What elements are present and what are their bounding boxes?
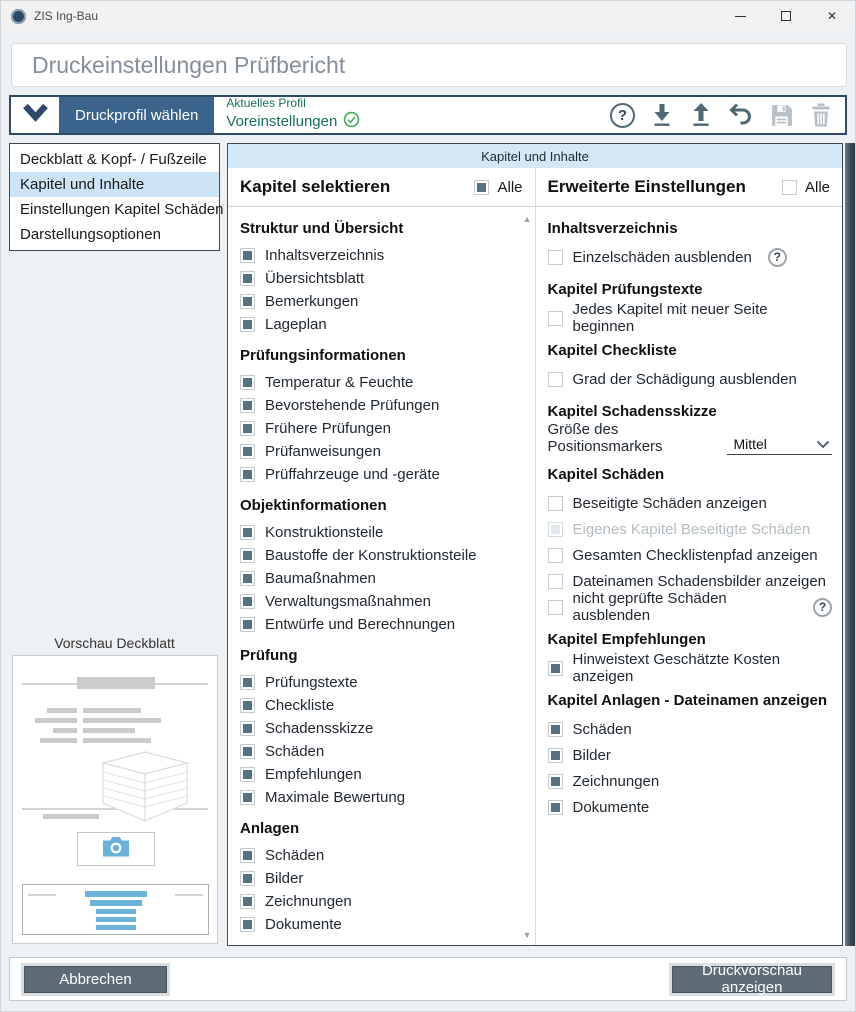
checkbox-label: Lageplan	[265, 316, 327, 333]
checkbox[interactable]	[240, 317, 255, 332]
page-title: Druckeinstellungen Prüfbericht	[32, 51, 346, 78]
camera-icon	[101, 835, 131, 863]
checkbox-row[interactable]	[548, 716, 833, 742]
minimize-button[interactable]	[717, 1, 763, 31]
text-block-placeholder	[22, 884, 209, 935]
checkbox-label: Zeichnungen	[265, 893, 352, 910]
upload-profile-icon[interactable]	[689, 102, 713, 128]
checkbox-row[interactable]	[240, 290, 525, 313]
checkbox-row[interactable]	[240, 267, 525, 290]
checkbox-row[interactable]	[548, 301, 833, 335]
checkbox-row[interactable]	[240, 671, 525, 694]
checkbox-row[interactable]	[240, 763, 525, 786]
checkbox[interactable]	[240, 571, 255, 586]
delete-icon	[809, 102, 833, 128]
close-button[interactable]: ✕	[826, 9, 838, 23]
dropdown-label: Größe des Positionsmarkers	[547, 421, 663, 455]
checkbox-row[interactable]	[548, 542, 833, 568]
checkbox-label: Schäden	[265, 743, 325, 760]
checkbox-row[interactable]	[548, 794, 833, 820]
checkbox[interactable]	[240, 790, 255, 805]
select-all-advanced[interactable]	[782, 179, 830, 196]
checkbox-label: Maximale Bewertung	[265, 789, 406, 806]
current-profile-label: Aktuelles Profil	[226, 96, 306, 111]
group-title: Objektinformationen	[240, 497, 387, 514]
checkbox-label: Alle	[804, 178, 830, 196]
section-title: Kapitel Schäden	[547, 466, 665, 483]
section-title: Kapitel Schadensskizze	[547, 403, 717, 420]
choose-print-profile-button[interactable]: Druckprofil wählen	[59, 97, 214, 133]
sidebar-item[interactable]: Kapitel und Inhalte	[10, 172, 219, 197]
checkbox-row[interactable]	[240, 440, 525, 463]
column-title: Kapitel selektieren	[240, 177, 391, 196]
checkbox[interactable]	[240, 398, 255, 413]
checkbox-row[interactable]	[240, 867, 525, 890]
current-profile	[226, 96, 360, 134]
chevron-down-icon	[816, 436, 830, 452]
save-icon	[769, 103, 794, 128]
checkbox[interactable]	[548, 311, 563, 326]
checkbox[interactable]	[548, 748, 563, 763]
advanced-settings-column	[535, 168, 843, 945]
checkbox-label: Entwürfe und Berechnungen	[265, 616, 456, 633]
checkbox-row[interactable]	[240, 694, 525, 717]
checkbox-label: Dokumente	[265, 916, 342, 933]
checkbox[interactable]	[240, 894, 255, 909]
titlebar	[1, 1, 855, 31]
checkbox-label: Bemerkungen	[265, 293, 359, 310]
checkbox-label: Alle	[497, 178, 523, 196]
checkbox-label: Checkliste	[265, 697, 335, 714]
footer-bar	[9, 957, 847, 1001]
undo-icon[interactable]	[728, 102, 754, 128]
checkbox[interactable]	[240, 767, 255, 782]
checkbox[interactable]	[240, 467, 255, 482]
checkbox-row[interactable]	[548, 366, 833, 392]
checkbox	[548, 522, 563, 537]
checkbox[interactable]	[240, 248, 255, 263]
select-all-chapters[interactable]	[474, 179, 522, 196]
checkbox-label: Dateinamen Schadensbilder anzeigen	[572, 572, 827, 590]
group-title: Struktur und Übersicht	[240, 220, 404, 237]
checkbox-row[interactable]	[240, 567, 525, 590]
scroll-up-icon[interactable]: ▲	[522, 214, 532, 224]
checkbox[interactable]	[548, 600, 563, 615]
chevron-down-icon	[22, 102, 49, 128]
checkbox-row[interactable]	[548, 768, 833, 794]
checkbox[interactable]	[782, 180, 797, 195]
download-profile-icon[interactable]	[650, 102, 674, 128]
checkbox-row[interactable]	[548, 590, 833, 624]
group-title: Prüfung	[240, 647, 298, 664]
checkbox[interactable]	[548, 774, 563, 789]
position-marker-size-dropdown[interactable]	[727, 436, 832, 455]
checkbox[interactable]	[548, 574, 563, 589]
checkbox[interactable]	[240, 617, 255, 632]
profile-expand-button[interactable]	[11, 97, 59, 133]
checkbox[interactable]	[548, 372, 563, 387]
sidebar-item[interactable]: Darstellungsoptionen	[20, 226, 161, 243]
checkbox[interactable]	[240, 675, 255, 690]
checkbox-label: Einzelschäden ausblenden	[572, 248, 752, 266]
checkbox-row[interactable]	[240, 394, 525, 417]
checkbox-label: Gesamten Checklistenpfad anzeigen	[572, 546, 818, 564]
settings-nav	[9, 143, 224, 251]
group-title: Anlagen	[240, 820, 300, 837]
checkbox-label: Schäden	[572, 720, 632, 738]
section-title: Kapitel Prüfungstexte	[547, 281, 703, 298]
checkbox-row[interactable]	[548, 651, 833, 685]
checkbox-label: Schadensskizze	[265, 720, 374, 737]
checkbox-row[interactable]	[240, 463, 525, 486]
checkbox[interactable]	[548, 250, 563, 265]
checkbox-label: Empfehlungen	[265, 766, 362, 783]
checkbox-row[interactable]	[240, 417, 525, 440]
checkbox[interactable]	[240, 444, 255, 459]
checkbox-row[interactable]	[240, 313, 525, 336]
section-title: Kapitel Empfehlungen	[547, 631, 706, 648]
checkbox-row[interactable]	[240, 244, 525, 267]
checkbox[interactable]	[240, 744, 255, 759]
checkbox[interactable]	[240, 871, 255, 886]
checkbox-row[interactable]	[240, 717, 525, 740]
checkbox-label: Übersichtsblatt	[265, 270, 365, 287]
checkbox-row[interactable]	[548, 244, 833, 270]
checkbox[interactable]	[548, 722, 563, 737]
camera-placeholder	[77, 832, 155, 866]
help-icon[interactable]: ?	[813, 598, 832, 617]
checkbox-label: Hinweistext Geschätzte Kosten anzeigen	[572, 651, 781, 685]
checkbox-label: Prüffahrzeuge und -geräte	[265, 466, 440, 483]
checkbox-label: Dokumente	[572, 798, 650, 816]
checkbox-label: nicht geprüfte Schäden ausblenden	[572, 590, 727, 624]
dialog-scrollbar[interactable]	[845, 143, 855, 946]
help-icon[interactable]: ?	[768, 248, 787, 267]
checkbox-label: Bevorstehende Prüfungen	[265, 397, 440, 414]
checkbox-row[interactable]	[548, 516, 833, 542]
checkbox-label: Prüfungstexte	[265, 674, 358, 691]
sidebar-item[interactable]: Einstellungen Kapitel Schäden	[20, 201, 224, 218]
profile-toolbar	[9, 95, 847, 135]
checkbox[interactable]	[548, 800, 563, 815]
checkbox-row[interactable]	[240, 740, 525, 763]
checkbox-label: Bilder	[572, 746, 611, 764]
dropdown-value: Mittel	[733, 436, 767, 452]
preview-label: Vorschau Deckblatt	[54, 635, 175, 651]
checkbox-label: Frühere Prüfungen	[265, 420, 391, 437]
checkbox-row[interactable]	[240, 844, 525, 867]
cover-preview	[12, 655, 218, 944]
checkbox-label: Baustoffe der Konstruktionsteile	[265, 547, 477, 564]
checkbox-label: Beseitigte Schäden anzeigen	[572, 494, 767, 512]
panel-title: Kapitel und Inhalte	[228, 144, 842, 168]
cancel-button[interactable]: Abbrechen	[24, 966, 167, 993]
checkbox-label: Temperatur & Feuchte	[265, 374, 414, 391]
current-profile-value: Voreinstellungen	[226, 113, 338, 131]
checkbox[interactable]	[240, 698, 255, 713]
checkbox[interactable]	[240, 721, 255, 736]
checkbox-row[interactable]	[240, 371, 525, 394]
checkbox[interactable]	[240, 271, 255, 286]
checkbox[interactable]	[240, 548, 255, 563]
checkbox-label: Jedes Kapitel mit neuer Seite beginnen	[572, 301, 768, 335]
checkbox-label: Verwaltungsmaßnahmen	[265, 593, 431, 610]
checkbox[interactable]	[240, 848, 255, 863]
checkbox[interactable]	[548, 548, 563, 563]
checkbox-label: Prüfanweisungen	[265, 443, 381, 460]
checkbox-label: Zeichnungen	[572, 772, 660, 790]
checkbox-label: Bilder	[265, 870, 304, 887]
help-icon[interactable]: ?	[610, 103, 635, 128]
group-title: Prüfungsinformationen	[240, 347, 406, 364]
show-print-preview-button[interactable]: Druckvorschau anzeigen	[672, 966, 832, 993]
app-icon	[11, 9, 26, 24]
checkbox[interactable]	[240, 917, 255, 932]
checkbox-row[interactable]	[240, 590, 525, 613]
checkbox-label: Eigenes Kapitel Beseitigte Schäden	[572, 520, 811, 538]
column-title: Erweiterte Einstellungen	[547, 177, 746, 196]
maximize-button[interactable]	[763, 1, 809, 31]
checkbox-row[interactable]	[548, 490, 833, 516]
checkbox-label: Schäden	[265, 847, 325, 864]
checkbox-label: Inhaltsverzeichnis	[265, 247, 385, 264]
checkbox[interactable]	[240, 525, 255, 540]
checkbox-row[interactable]	[240, 521, 525, 544]
checkbox[interactable]	[240, 375, 255, 390]
section-title: Inhaltsverzeichnis	[547, 220, 678, 237]
checkbox-row[interactable]	[240, 544, 525, 567]
checkbox-row[interactable]	[240, 613, 525, 636]
sidebar-item[interactable]: Deckblatt & Kopf- / Fußzeile	[20, 151, 207, 168]
checkbox-row[interactable]	[548, 742, 833, 768]
chapter-select-column	[228, 168, 535, 945]
checkbox-row[interactable]	[240, 913, 525, 936]
checkbox-label: Baumaßnahmen	[265, 570, 376, 587]
checkbox[interactable]	[240, 594, 255, 609]
checkbox-label: Konstruktionsteile	[265, 524, 384, 541]
dialog-header	[11, 43, 847, 87]
window-title: ZIS Ing-Bau	[34, 9, 99, 23]
dropdown-row	[547, 421, 833, 455]
main-panel	[227, 143, 843, 946]
checkbox[interactable]	[474, 180, 489, 195]
checkbox-label: Grad der Schädigung ausblenden	[572, 370, 797, 388]
section-title: Kapitel Checkliste	[547, 342, 677, 359]
checkbox[interactable]	[240, 421, 255, 436]
building-illustration	[99, 750, 191, 829]
profile-ok-icon	[343, 111, 360, 134]
checkbox-row[interactable]	[240, 890, 525, 913]
scroll-down-icon[interactable]: ▼	[522, 930, 532, 940]
section-title: Kapitel Anlagen - Dateinamen anzeigen	[547, 692, 827, 709]
checkbox[interactable]	[548, 496, 563, 511]
checkbox[interactable]	[548, 661, 563, 676]
checkbox-row[interactable]	[240, 786, 525, 809]
checkbox[interactable]	[240, 294, 255, 309]
